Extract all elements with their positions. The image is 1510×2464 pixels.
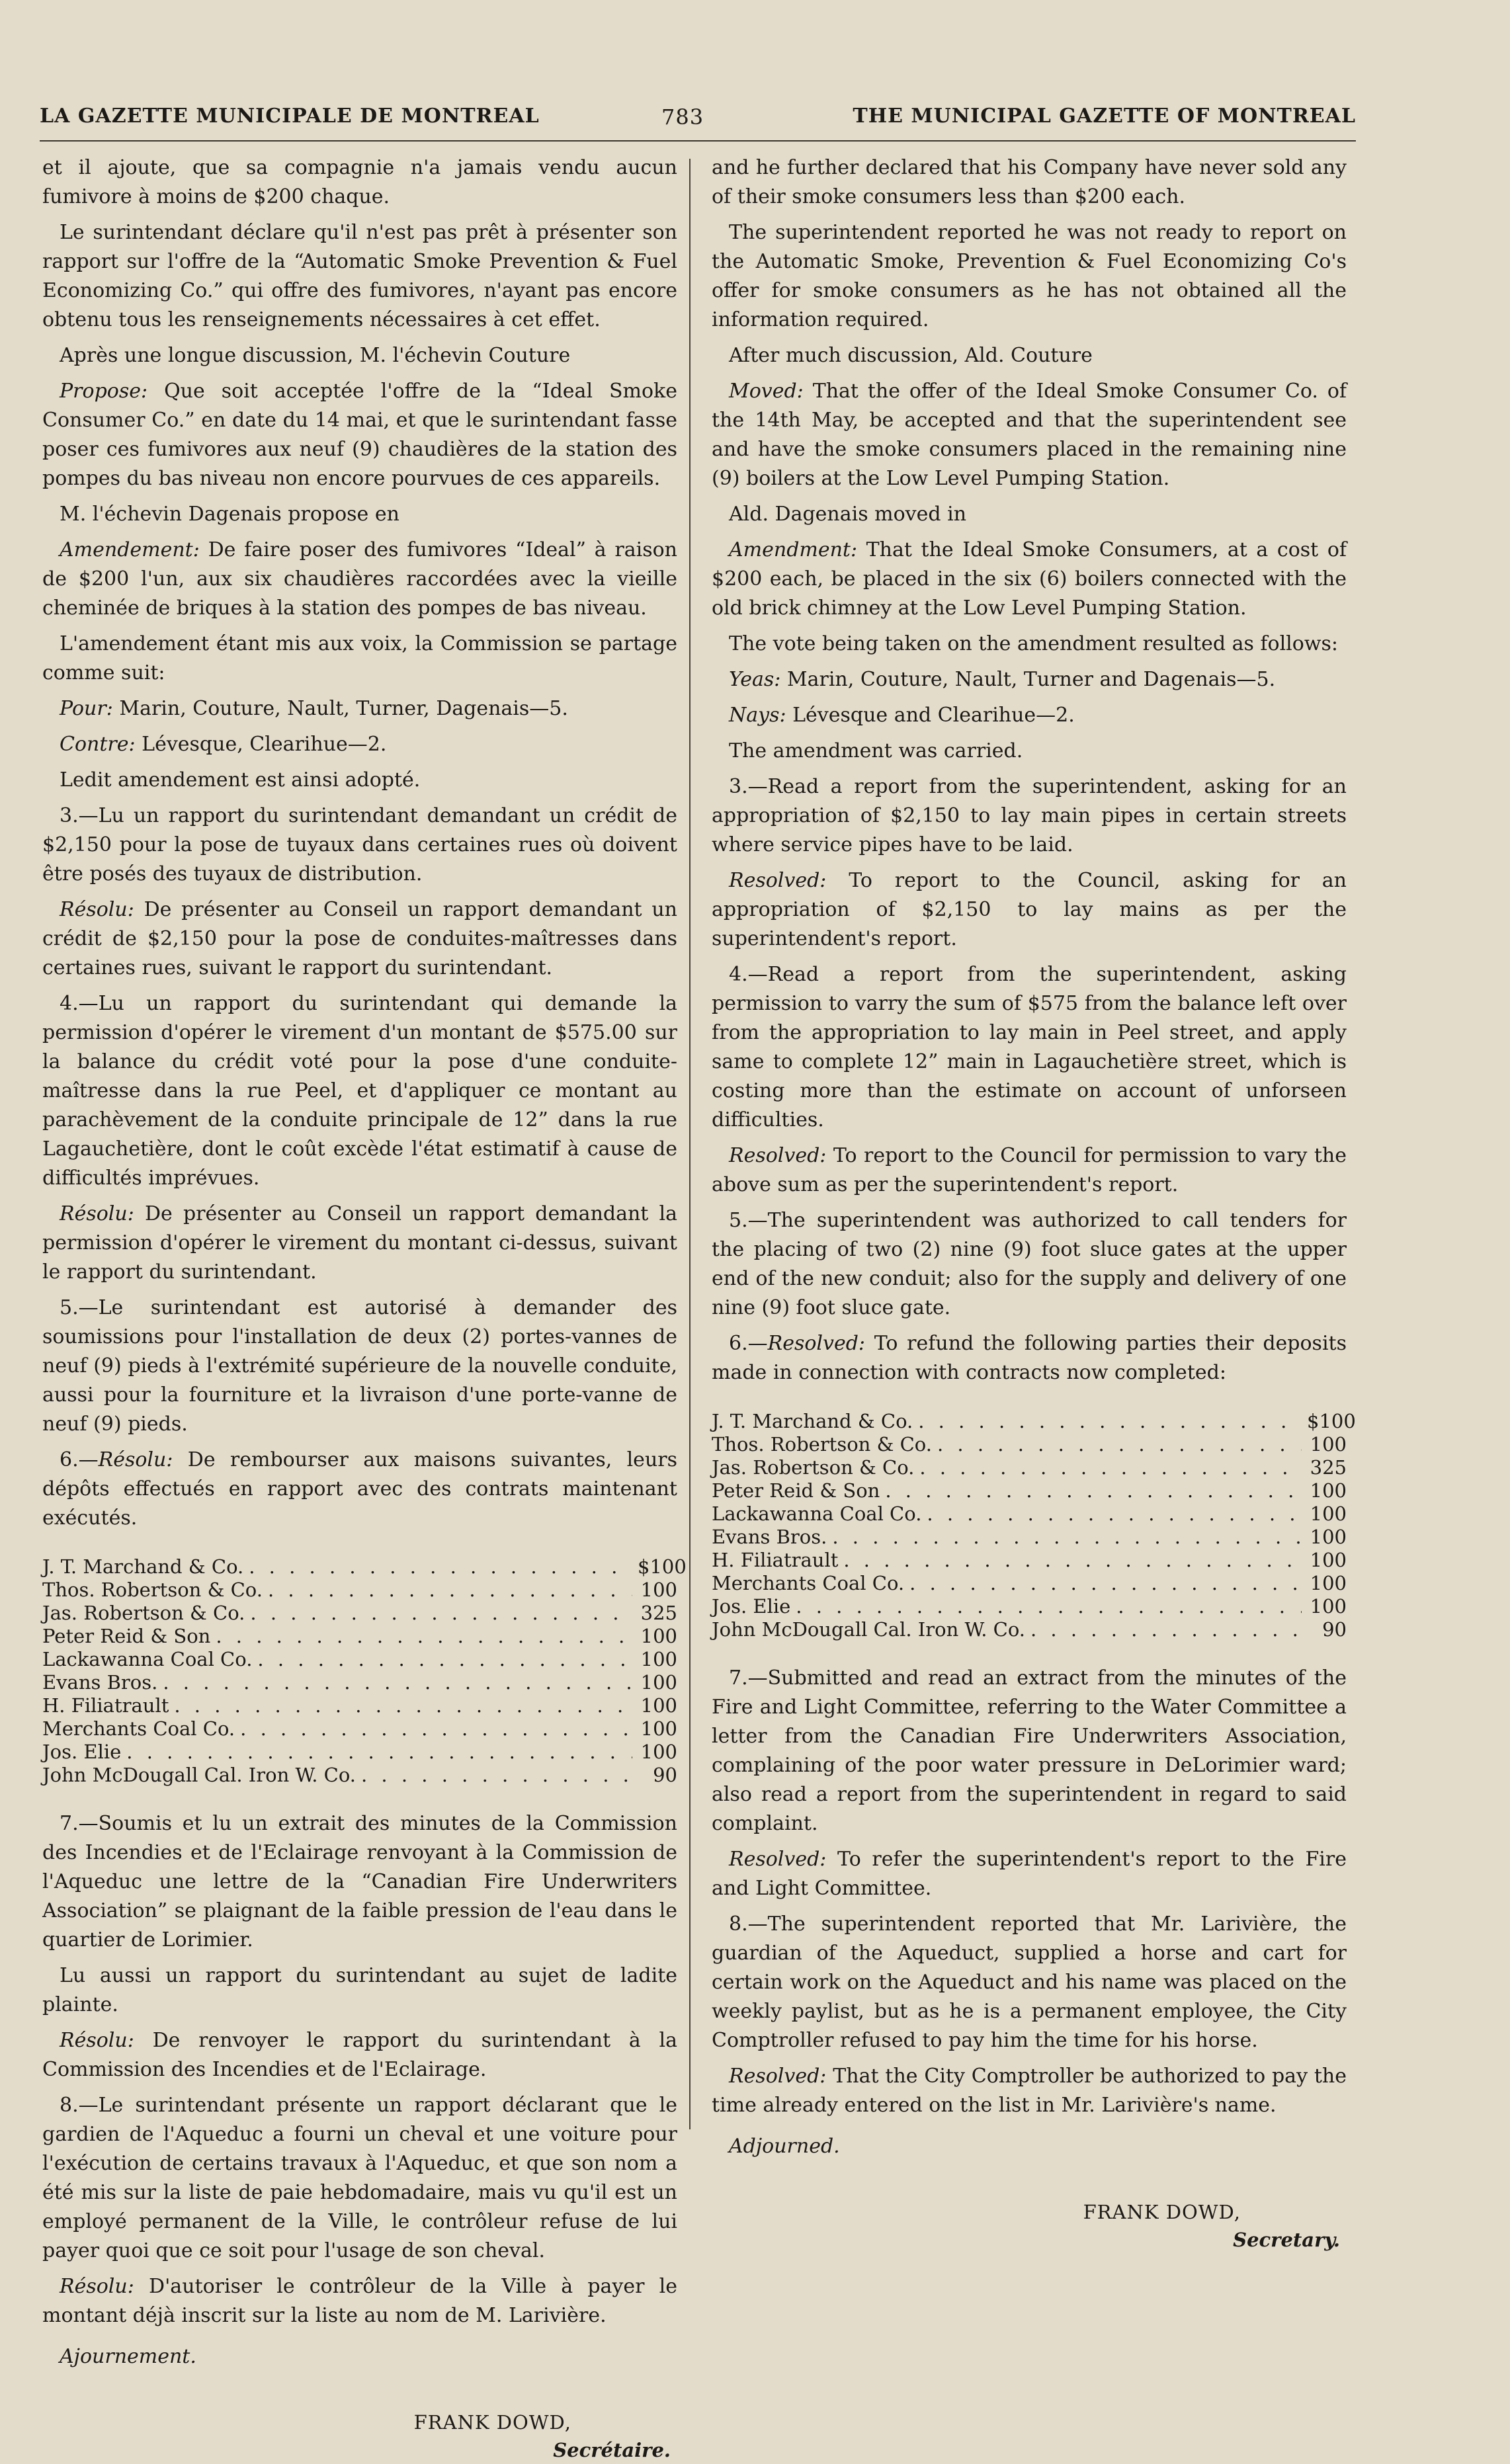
fr-paragraph: 8.—Le surintendant présente un rapport déclarant que le gardien de l'Aqueduc a fourni un cheval et une voiture pour l'exécution de certains travaux à l'Aqueduc, et que son nom a été mis sur la liste de paie hebdomadaire, mais vu qu'il est un employé permanent de la Ville, le contrôleur refuse de lui payer quoi que ce soit pour l'usage de son cheval. xyxy=(42,2094,677,2262)
fr-paragraph: et il ajoute, que sa compagnie n'a jamais vendu aucun fumivore à moins de $200 chaque. xyxy=(42,156,677,208)
en-paragraph: The amendment was carried. xyxy=(729,739,1023,762)
fr-paragraph xyxy=(42,377,677,493)
fr-paragraph: Le surintendant déclare qu'il n'est pas prêt à présenter son rapport sur l'offre de la “Automatic Smoke Prevention & Fuel Economizing Co.” qui offre des fumivores, n'ayant pas encore obtenu tous les renseignements nécessaires à cet effet. xyxy=(42,221,677,331)
en-paragraph: 5.—The superintendent was authorized to call tenders for the placing of two (2) nine (9) foot sluce gates at the upper end of the new conduit; also for the supply and delivery of one nine (9) foot sluce gate. xyxy=(712,1209,1347,1319)
deposit-name: Merchants Coal Co. xyxy=(712,1572,905,1594)
en-paragraph xyxy=(712,377,1347,493)
en-text: That the offer of the Ideal Smoke Consumer Co. of the 14th May, be accepted and that the superintendent see and have the smoke consumers placed in the remaining nine (9) boilers at the Low Level Pumping Station. xyxy=(712,380,1347,490)
en-label: Resolved: xyxy=(729,869,827,892)
deposit-row xyxy=(712,1618,1347,1641)
en-paragraph xyxy=(712,665,1347,694)
header-french-title: LA GAZETTE MUNICIPALE DE MONTREAL xyxy=(40,104,540,128)
deposit-amount: 100 xyxy=(1310,1549,1347,1571)
header-english-title: THE MUNICIPAL GAZETTE OF MONTREAL xyxy=(853,104,1356,128)
deposit-row xyxy=(42,1694,677,1717)
fr-text: Lévesque, Clearihue—2. xyxy=(135,733,387,756)
fr-deposit-list xyxy=(42,1555,687,1787)
en-paragraph: The vote being taken on the amendment resulted as follows: xyxy=(729,632,1339,655)
en-deposit-list xyxy=(712,1410,1356,1641)
deposit-amount: 325 xyxy=(640,1602,677,1624)
fr-signature xyxy=(42,2408,677,2464)
en-signature-title: Secretary. xyxy=(1233,2229,1340,2251)
fr-text: Marin, Couture, Nault, Turner, Dagenais—5. xyxy=(112,697,568,720)
en-paragraph: 7.—Submitted and read an extract from the minutes of the Fire and Light Committee, referring to the Water Committee a letter from the Canadian Fire Underwriters Association, complaining of the poor water pressure in DeLorimier ward; also read a report from the superintendent in regard to said complaint. xyxy=(712,1666,1347,1835)
en-paragraph xyxy=(712,1141,1347,1200)
en-text: That the Ideal Smoke Consumers, at a cost of $200 each, be placed in the six (6) boilers connected with the old brick chimney at the Low Level Pumping Station. xyxy=(712,538,1347,620)
deposit-row xyxy=(712,1572,1347,1595)
page-header xyxy=(40,99,1356,139)
en-paragraph: The superintendent reported he was not ready to report on the Automatic Smoke, Prevention & Fuel Economizing Co's offer for smoke consumers as he has not obtained all the information required. xyxy=(712,221,1347,331)
deposit-amount: 100 xyxy=(1310,1526,1347,1548)
fr-number: 6.— xyxy=(60,1448,99,1471)
fr-paragraph: Après une longue discussion, M. l'échevin Couture xyxy=(60,344,571,367)
deposit-name: Thos. Robertson & Co. xyxy=(42,1579,263,1601)
deposit-row xyxy=(712,1595,1347,1618)
fr-text: De présenter au Conseil un rapport demandant la permission d'opérer le virement du montant ci-dessus, suivant le rapport du surintendant. xyxy=(42,1202,677,1284)
deposit-name: Jos. Elie xyxy=(712,1595,791,1618)
deposit-name: Jos. Elie xyxy=(42,1741,122,1763)
fr-paragraph: M. l'échevin Dagenais propose en xyxy=(60,503,399,526)
deposit-amount: 100 xyxy=(640,1648,677,1670)
en-paragraph: 8.—The superintendent reported that Mr. Larivière, the guardian of the Aqueduct, supplied a horse and cart for certain work on the Aqueduct and his name was placed on the weekly paylist, but as he is a permanent employee, the City Comptroller refused to pay him the time for his horse. xyxy=(712,1912,1347,2052)
fr-signature-name: FRANK DOWD, xyxy=(413,2411,571,2434)
deposit-amount: 100 xyxy=(640,1717,677,1740)
deposit-name: J. T. Marchand & Co. xyxy=(42,1555,244,1578)
fr-text: De renvoyer le rapport du surintendant à la Commission des Incendies et de l'Eclairage. xyxy=(42,2029,677,2081)
deposit-row xyxy=(42,1741,677,1764)
fr-paragraph xyxy=(42,895,677,983)
fr-paragraph: 4.—Lu un rapport du surintendant qui demande la permission d'opérer le virement d'un montant de $575.00 sur la balance du crédit voté pour la pose d'une conduite-maîtresse dans la rue Peel, et d'appliquer ce montant au parachèvement de la conduite principale de 12” dans la rue Lagauchetière, dont le coût excède l'état estimatif à cause de difficultés imprévues. xyxy=(42,992,677,1190)
en-label: Nays: xyxy=(729,704,786,727)
fr-paragraph xyxy=(42,2026,677,2084)
fr-paragraph: 7.—Soumis et lu un extrait des minutes de la Commission des Incendies et de l'Eclairage renvoyant à la Commission de l'Aqueduc une lettre de la “Canadian Fire Underwriters Association” se plaignant de la faible pression de l'eau dans le quartier de Lorimier. xyxy=(42,1812,677,1951)
en-paragraph xyxy=(712,1845,1347,1903)
fr-label: Résolu: xyxy=(60,898,134,921)
fr-label: Contre: xyxy=(60,733,136,756)
deposit-amount: $100 xyxy=(1307,1410,1356,1432)
fr-label: Résolu: xyxy=(60,1202,134,1225)
fr-signature-title: Secrétaire. xyxy=(553,2439,671,2461)
deposit-row xyxy=(42,1625,677,1648)
en-label: Resolved: xyxy=(729,1848,827,1871)
en-text: To refer the superintendent's report to the Fire and Light Committee. xyxy=(712,1848,1347,1900)
fr-text: Que soit acceptée l'offre de la “Ideal Smoke Consumer Co.” en date du 14 mai, et que le surintendant fasse poser ces fumivores aux neuf (9) chaudières de la station des pompes du bas niveau non encore pourvues de ces appareils. xyxy=(42,380,677,490)
en-signature-name: FRANK DOWD, xyxy=(1083,2201,1241,2223)
en-text: To refund the following parties their deposits made in connection with contracts now completed: xyxy=(712,1332,1347,1384)
en-text: To report to the Council, asking for an appropriation of $2,150 to lay mains as per the superintendent's report. xyxy=(712,869,1347,950)
deposit-row xyxy=(42,1717,677,1741)
english-column xyxy=(712,153,1356,2254)
deposit-amount: 100 xyxy=(640,1671,677,1694)
deposit-name: H. Filiatrault xyxy=(42,1694,169,1717)
deposit-name: Jas. Robertson & Co. xyxy=(712,1456,915,1479)
en-paragraph xyxy=(712,1329,1347,1387)
deposit-amount: 100 xyxy=(1310,1433,1347,1456)
fr-paragraph xyxy=(42,2272,677,2330)
deposit-amount: 325 xyxy=(1310,1456,1347,1479)
deposit-name: Thos. Robertson & Co. xyxy=(712,1433,932,1456)
deposit-row xyxy=(42,1764,677,1787)
deposit-row xyxy=(42,1671,677,1694)
deposit-row xyxy=(42,1555,687,1579)
en-text: Lévesque and Clearihue—2. xyxy=(786,704,1075,727)
fr-label: Amendement: xyxy=(60,538,200,561)
en-paragraph: 4.—Read a report from the superintendent, asking permission to varry the sum of $575 from the balance left over from the appropriation to lay main in Peel street, and apply same to complete 12” main in Lagauchetière street, which is costing more than the estimate on account of unforseen difficulties. xyxy=(712,963,1347,1131)
en-paragraph: 3.—Read a report from the superintendent, asking for an appropriation of $2,150 to lay main pipes in certain streets where service pipes have to be laid. xyxy=(712,775,1347,856)
fr-paragraph: 3.—Lu un rapport du surintendant demandant un crédit de $2,150 pour la pose de tuyaux dans certaines rues où doivent être posés des tuyaux de distribution. xyxy=(42,804,677,885)
deposit-amount: 100 xyxy=(640,1741,677,1763)
fr-paragraph xyxy=(42,1200,677,1287)
en-paragraph xyxy=(712,536,1347,623)
deposit-row xyxy=(42,1648,677,1671)
en-label: Yeas: xyxy=(729,668,781,691)
deposit-amount: 90 xyxy=(653,1764,677,1786)
deposit-amount: 100 xyxy=(1310,1479,1347,1502)
en-text: To report to the Council for permission to vary the above sum as per the superintendent's report. xyxy=(712,1144,1347,1196)
en-number: 6.— xyxy=(729,1332,768,1355)
deposit-name: Peter Reid & Son xyxy=(712,1479,880,1502)
deposit-name: H. Filiatrault xyxy=(712,1549,839,1571)
fr-paragraph: L'amendement étant mis aux voix, la Commission se partage comme suit: xyxy=(42,632,677,684)
en-label: Resolved: xyxy=(729,1144,827,1167)
fr-paragraph: Ledit amendement est ainsi adopté. xyxy=(60,768,421,792)
deposit-name: Lackawanna Coal Co. xyxy=(712,1502,922,1525)
deposit-amount: 100 xyxy=(640,1694,677,1717)
fr-adjournment: Ajournement. xyxy=(60,2345,196,2368)
en-text: That the City Comptroller be authorized to pay the time already entered on the list in Mr. Larivière's name. xyxy=(712,2065,1347,2117)
fr-label: Pour: xyxy=(60,697,113,720)
deposit-row xyxy=(712,1433,1347,1456)
deposit-name: Evans Bros. xyxy=(42,1671,158,1694)
deposit-row xyxy=(712,1526,1347,1549)
deposit-amount: $100 xyxy=(638,1555,687,1578)
deposit-row xyxy=(712,1456,1347,1479)
deposit-row xyxy=(712,1502,1347,1526)
fr-text: De faire poser des fumivores “Ideal” à raison de $200 l'un, aux six chaudières raccordées avec la vieille cheminée de briques à la station des pompes de bas niveau. xyxy=(42,538,677,620)
deposit-amount: 90 xyxy=(1322,1618,1347,1641)
fr-paragraph xyxy=(42,536,677,623)
deposit-amount: 100 xyxy=(1310,1502,1347,1525)
fr-paragraph xyxy=(42,1446,677,1533)
en-label: Amendment: xyxy=(729,538,858,561)
deposit-amount: 100 xyxy=(1310,1595,1347,1618)
en-label: Moved: xyxy=(729,380,804,403)
en-paragraph: Ald. Dagenais moved in xyxy=(729,503,967,526)
deposit-name: Jas. Robertson & Co. xyxy=(42,1602,245,1624)
deposit-row xyxy=(42,1579,677,1602)
deposit-name: J. T. Marchand & Co. xyxy=(712,1410,913,1432)
fr-label: Résolu: xyxy=(60,2275,134,2298)
deposit-name: Merchants Coal Co. xyxy=(42,1717,235,1740)
deposit-amount: 100 xyxy=(640,1579,677,1601)
deposit-name: Evans Bros. xyxy=(712,1526,827,1548)
en-label: Resolved: xyxy=(767,1332,866,1355)
fr-text: De rembourser aux maisons suivantes, leurs dépôts effectués en rapport avec des contrats maintenant exécutés. xyxy=(42,1448,677,1530)
fr-label: Propose: xyxy=(60,380,148,403)
fr-paragraph: 5.—Le surintendant est autorisé à demander des soumissions pour l'installation de deux (2) portes-vannes de neuf (9) pieds à l'extrémité supérieure de la nouvelle conduite, aussi pour la fourniture et la livraison d'une porte-vanne de neuf (9) pieds. xyxy=(42,1296,677,1436)
en-text: Marin, Couture, Nault, Turner and Dagenais—5. xyxy=(780,668,1276,691)
deposit-row xyxy=(712,1549,1347,1572)
en-signature xyxy=(712,2198,1347,2254)
deposit-name: Lackawanna Coal Co. xyxy=(42,1648,253,1670)
fr-paragraph: Lu aussi un rapport du surintendant au sujet de ladite plainte. xyxy=(42,1964,677,2016)
deposit-name: Peter Reid & Son xyxy=(42,1625,211,1647)
page-number: 783 xyxy=(661,104,704,130)
en-label: Resolved: xyxy=(729,2065,827,2088)
en-paragraph xyxy=(712,866,1347,954)
deposit-name: John McDougall Cal. Iron W. Co. xyxy=(712,1618,1025,1641)
fr-label: Résolu: xyxy=(60,2029,134,2052)
fr-paragraph xyxy=(42,730,677,759)
deposit-row xyxy=(712,1410,1356,1433)
deposit-row xyxy=(42,1602,677,1625)
en-paragraph: and he further declared that his Company have never sold any of their smoke consumers less than $200 each. xyxy=(712,156,1347,208)
column-divider xyxy=(689,159,691,2129)
deposit-name: John McDougall Cal. Iron W. Co. xyxy=(42,1764,356,1786)
fr-text: De présenter au Conseil un rapport demandant un crédit de $2,150 pour la pose de conduites-maîtresses dans certaines rues, suivant le rapport du surintendant. xyxy=(42,898,677,979)
deposit-amount: 100 xyxy=(640,1625,677,1647)
fr-label: Résolu: xyxy=(98,1448,173,1471)
fr-text: D'autoriser le contrôleur de la Ville à payer le montant déjà inscrit sur la liste au nom de M. Larivière. xyxy=(42,2275,677,2327)
en-paragraph: After much discussion, Ald. Couture xyxy=(729,344,1093,367)
en-paragraph xyxy=(712,2062,1347,2120)
header-rule xyxy=(40,140,1356,142)
deposit-amount: 100 xyxy=(1310,1572,1347,1594)
french-column xyxy=(42,153,687,2464)
fr-paragraph xyxy=(42,694,677,723)
en-paragraph xyxy=(712,701,1347,730)
deposit-row xyxy=(712,1479,1347,1502)
en-adjournment: Adjourned. xyxy=(729,2135,840,2158)
